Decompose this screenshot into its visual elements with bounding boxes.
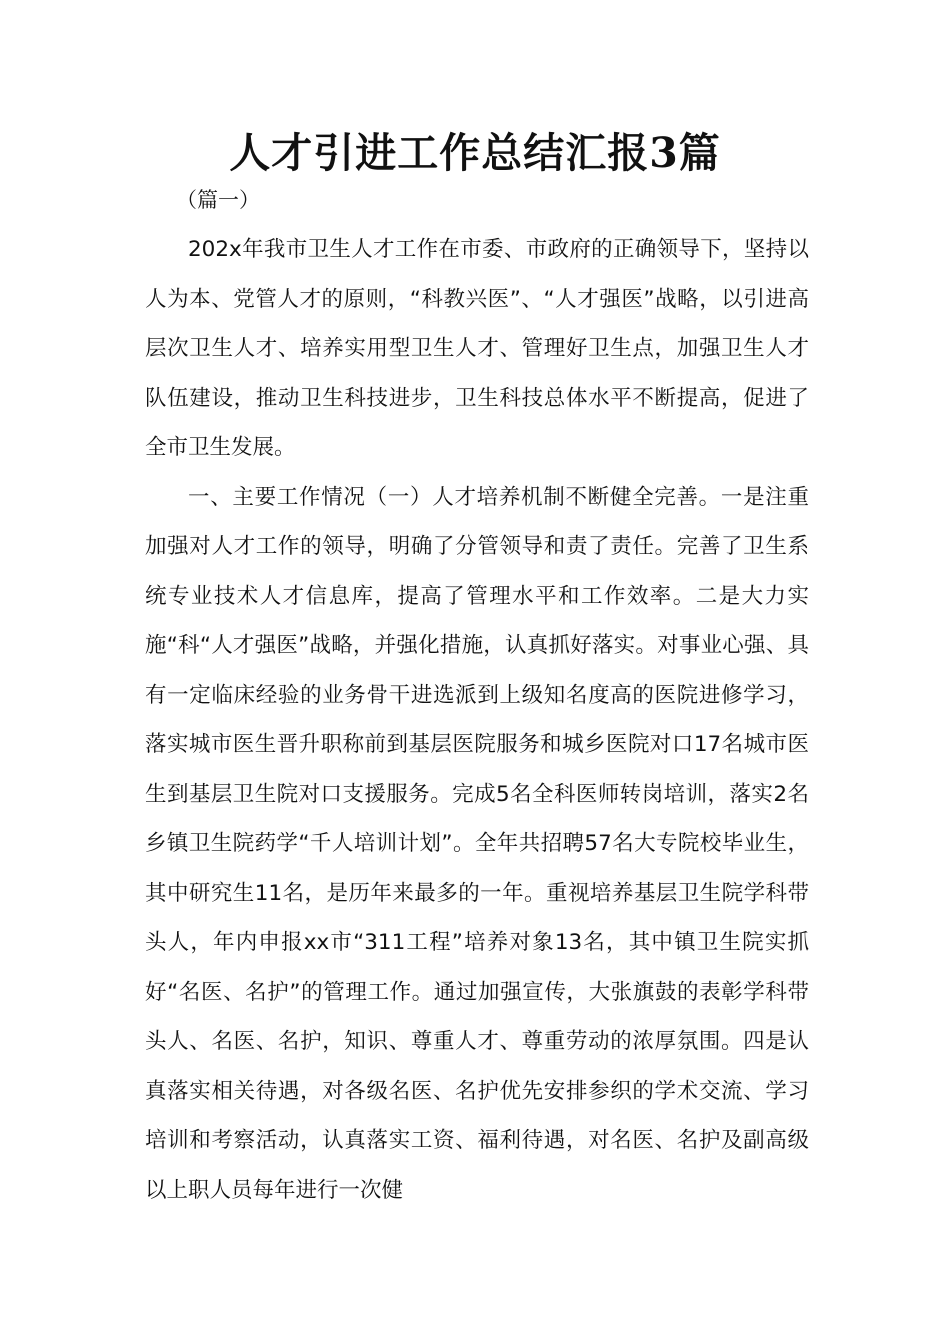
paragraph-main-work: 一、主要工作情况（一）人才培养机制不断健全完善。一是注重加强对人才工作的领导，明确了分管领导和责了责任。完善了卫生系统专业技术人才信息库，提高了管理水平和工作效率。二是大力实施“科“人才强医”战略，并强化措施，认真抓好落实。对事业心强、具有一定临床经验的业务骨干进选派到上级知名度高的医院进修学习，落实城市医生晋升职称前到基层医院服务和城乡医院对口17名城市医生到基层卫生院对口支援服务。完成5名全科医师转岗培训，落实2名乡镇卫生院药学“千人培训计划”。全年共招聘57名大专院校毕业生，其中研究生11名，是历年来最多的一年。重视培养基层卫生院学科带头人，年内申报xx市“311工程”培养对象13名，其中镇卫生院实抓好“名医、名护”的管理工作。通过加强宣传，大张旗鼓的表彰学科带头人、名医、名护，知识、尊重人才、尊重劳动的浓厚氛围。四是认真落实相关待遇，对各级名医、名护优先安排参织的学术交流、学习培训和考察活动，认真落实工资、福利待遇，对名医、名护及副高级以上职人员每年进行一次健 <box>145 484 809 1203</box>
section-label: （篇一） <box>176 188 260 212</box>
document-title: 人才引进工作总结汇报3篇 <box>229 129 721 177</box>
document-body <box>145 225 809 1215</box>
paragraph-intro: 202x年我市卫生人才工作在市委、市政府的正确领导下，坚持以人为本、党管人才的原则，“科教兴医”、“人才强医”战略，以引进高层次卫生人才、培养实用型卫生人才、管理好卫生点，加强卫生人才队伍建设，推动卫生科技进步，卫生科技总体水平不断提高，促进了全市卫生发展。 <box>145 237 809 460</box>
